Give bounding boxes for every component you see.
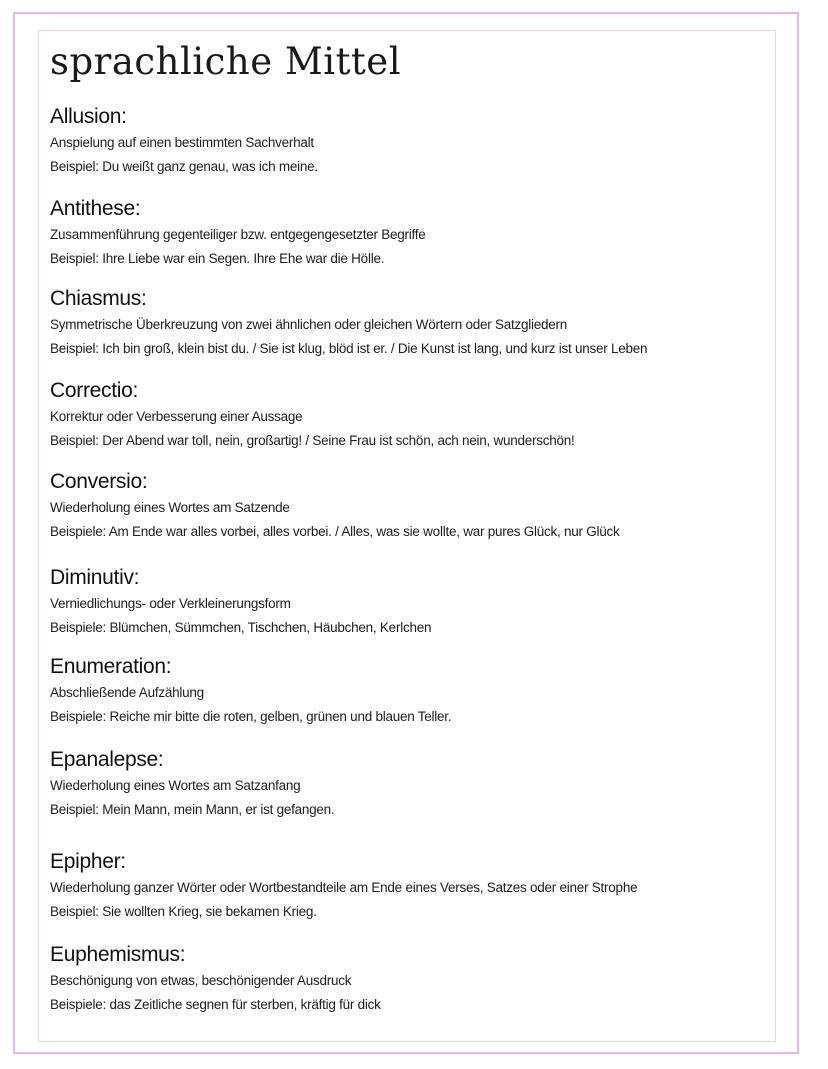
term-definition: Verniedlichungs- oder Verkleinerungsform [50,596,291,611]
term-diminutiv [50,564,780,640]
term-example: Beispiel: Du weißt ganz genau, was ich meine. [50,159,318,174]
page-title: sprachliche Mittel [50,40,402,83]
term-example: Beispiel: Ihre Liebe war ein Segen. Ihre Ehe war die Hölle. [50,251,385,266]
term-name: Antithese: [50,197,141,220]
term-example: Beispiel: Der Abend war toll, nein, großartig! / Seine Frau ist schön, ach nein, wunderschön! [50,433,575,448]
term-definition: Anspielung auf einen bestimmten Sachverhalt [50,135,314,150]
term-definition: Beschönigung von etwas, beschönigender Ausdruck [50,973,352,988]
term-example: Beispiel: Mein Mann, mein Mann, er ist gefangen. [50,802,335,817]
term-definition: Abschließende Aufzählung [50,685,204,700]
term-example: Beispiele: das Zeitliche segnen für sterben, kräftig für dick [50,997,381,1012]
term-enumeration [50,653,780,729]
term-example: Beispiele: Reiche mir bitte die roten, gelben, grünen und blauen Teller. [50,709,452,724]
term-name: Allusion: [50,105,127,128]
term-example: Beispiele: Am Ende war alles vorbei, alles vorbei. / Alles, was sie wollte, war pures Glück, nur Glück [50,524,620,539]
term-example: Beispiel: Ich bin groß, klein bist du. / Sie ist klug, blöd ist er. / Die Kunst ist lang, und kurz ist unser Leben [50,341,648,356]
term-correctio [50,377,780,453]
term-epanalepse [50,746,780,822]
term-name: Diminutiv: [50,566,140,589]
term-name: Euphemismus: [50,943,186,966]
term-name: Epipher: [50,850,126,873]
term-chiasmus [50,285,780,361]
term-name: Epanalepse: [50,748,164,771]
term-definition: Wiederholung ganzer Wörter oder Wortbestandteile am Ende eines Verses, Satzes oder einer Strophe [50,880,638,895]
term-allusion [50,103,780,179]
term-example: Beispiele: Blümchen, Sümmchen, Tischchen, Häubchen, Kerlchen [50,620,432,635]
term-definition: Zusammenführung gegenteiliger bzw. entgegengesetzter Begriffe [50,227,426,242]
term-definition: Symmetrische Überkreuzung von zwei ähnlichen oder gleichen Wörtern oder Satzgliedern [50,317,568,332]
term-euphemismus [50,941,780,1017]
term-antithese [50,195,780,271]
term-example: Beispiel: Sie wollten Krieg, sie bekamen Krieg. [50,904,317,919]
term-name: Conversio: [50,470,148,493]
term-definition: Wiederholung eines Wortes am Satzende [50,500,290,515]
term-name: Enumeration: [50,655,172,678]
term-name: Chiasmus: [50,287,147,310]
term-conversio [50,468,780,544]
term-definition: Wiederholung eines Wortes am Satzanfang [50,778,301,793]
term-definition: Korrektur oder Verbesserung einer Aussage [50,409,303,424]
term-name: Correctio: [50,379,139,402]
term-epipher [50,848,780,924]
